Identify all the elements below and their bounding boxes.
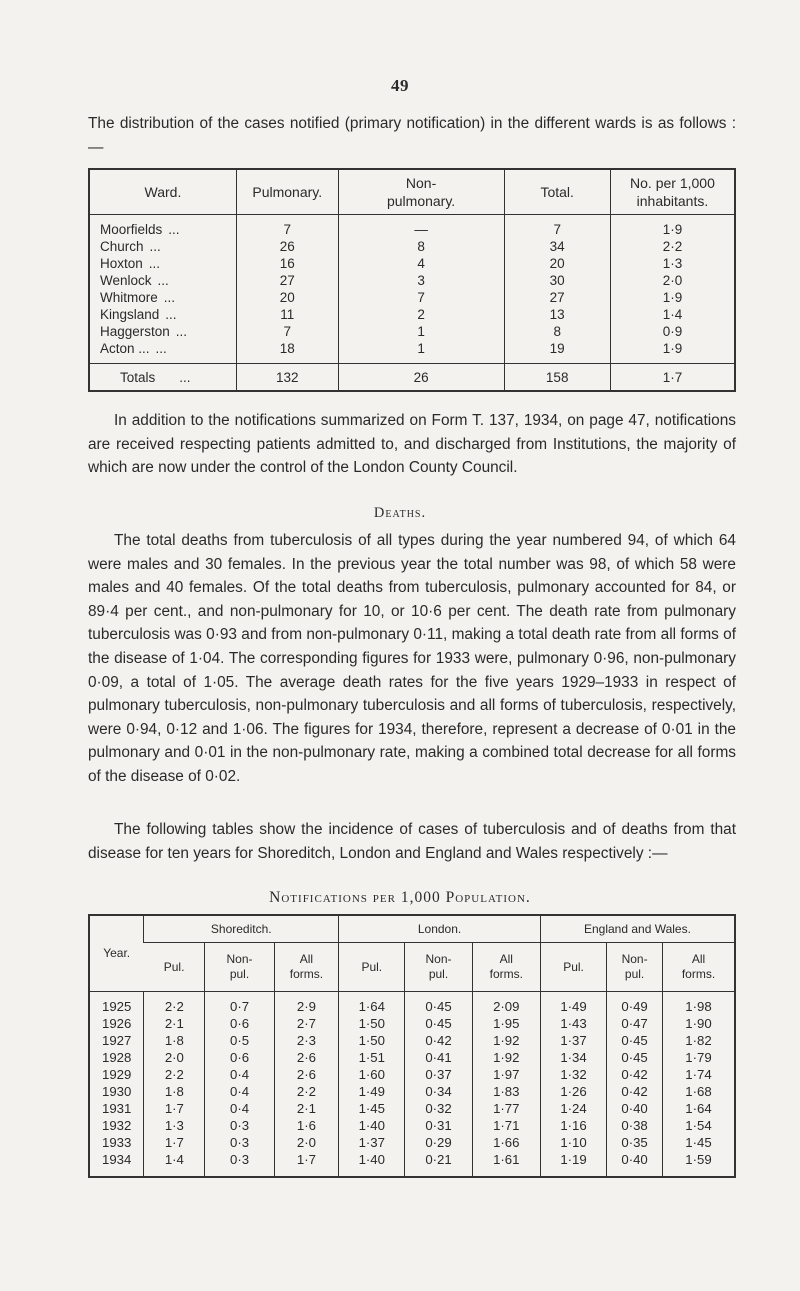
- value-cell: 0·5: [205, 1032, 274, 1049]
- value-cell: 2·09: [472, 992, 540, 1016]
- ward-name: [89, 238, 236, 255]
- totals-non-pulmonary: 26: [338, 364, 504, 392]
- pulmonary-cell: 16: [236, 255, 338, 272]
- value-cell: 0·31: [405, 1117, 472, 1134]
- rate-cell: 1·9: [610, 289, 735, 306]
- totals-pulmonary: 132: [236, 364, 338, 392]
- sub-header-pul: Pul.: [540, 943, 606, 992]
- value-cell: 1·50: [339, 1015, 405, 1032]
- value-cell: 1·37: [339, 1134, 405, 1151]
- value-cell: 1·68: [663, 1083, 736, 1100]
- value-cell: 2·2: [274, 1083, 339, 1100]
- group-shoreditch: Shoreditch.: [144, 915, 339, 943]
- rate-cell: 2·2: [610, 238, 735, 255]
- header-total: Total.: [504, 169, 610, 215]
- sub-header-non-pul: Non-pul.: [405, 943, 472, 992]
- header-year: Year.: [89, 915, 144, 992]
- pulmonary-cell: 27: [236, 272, 338, 289]
- value-cell: 0·7: [205, 992, 274, 1016]
- year-cell: 1926: [101, 1016, 132, 1031]
- value-cell: 1·82: [663, 1032, 736, 1049]
- year-cell: 1925: [101, 999, 132, 1014]
- year-cell: 1934: [101, 1152, 132, 1167]
- totals-total: 158: [504, 364, 610, 392]
- value-cell: 1·49: [540, 992, 606, 1016]
- pulmonary-cell: 18: [236, 340, 338, 357]
- ward-label: Acton ...: [100, 341, 150, 356]
- value-cell: 0·21: [405, 1151, 472, 1177]
- value-cell: 2·3: [274, 1032, 339, 1049]
- ward-dots: ...: [165, 307, 177, 322]
- non-pulmonary-cell: 7: [338, 289, 504, 306]
- header-rate: No. per 1,000 inhabitants.: [610, 169, 735, 215]
- value-cell: 0·6: [205, 1015, 274, 1032]
- value-cell: 0·32: [405, 1100, 472, 1117]
- value-cell: 1·77: [472, 1100, 540, 1117]
- value-cell: 1·50: [339, 1032, 405, 1049]
- ward-label: Wenlock: [100, 273, 152, 288]
- group-england-wales: England and Wales.: [540, 915, 735, 943]
- non-pulmonary-cell: 8: [338, 238, 504, 255]
- non-pulmonary-cell: 3: [338, 272, 504, 289]
- value-cell: 0·45: [607, 1032, 663, 1049]
- value-cell: 0·3: [205, 1151, 274, 1177]
- value-cell: 1·59: [663, 1151, 736, 1177]
- value-cell: 2·1: [274, 1100, 339, 1117]
- value-cell: 0·29: [405, 1134, 472, 1151]
- value-cell: 1·7: [274, 1151, 339, 1177]
- value-cell: 1·83: [472, 1083, 540, 1100]
- notifications-row: [89, 1066, 735, 1083]
- value-cell: 1·95: [472, 1015, 540, 1032]
- ward-name: [89, 215, 236, 239]
- value-cell: 1·3: [144, 1117, 205, 1134]
- ward-row: [89, 255, 735, 272]
- ward-label: Hoxton: [100, 256, 143, 271]
- year-cell: 1931: [101, 1101, 132, 1116]
- total-cell: 34: [504, 238, 610, 255]
- year-cell: 1930: [101, 1084, 132, 1099]
- ward-dots: ...: [175, 324, 188, 339]
- value-cell: 1·34: [540, 1049, 606, 1066]
- ward-row: [89, 340, 735, 357]
- ward-name: [89, 306, 236, 323]
- ward-label: Moorfields: [100, 222, 163, 237]
- ward-name: [89, 340, 236, 357]
- total-cell: 30: [504, 272, 610, 289]
- sub-header-all-forms: All forms.: [472, 943, 540, 992]
- ward-table: [88, 168, 736, 392]
- ward-name: [89, 255, 236, 272]
- non-pulmonary-cell: —: [338, 215, 504, 239]
- year-cell: 1933: [101, 1135, 132, 1150]
- value-cell: 0·47: [607, 1015, 663, 1032]
- ward-row: [89, 306, 735, 323]
- value-cell: 2·1: [144, 1015, 205, 1032]
- addition-paragraph: In addition to the notifications summarized on Form T. 137, 1934, on page 47, notifications are received respecting patients admitted to, and discharged from Institutions, the majority of which are now under the control of the London County Council.: [88, 412, 736, 477]
- rate-cell: 2·0: [610, 272, 735, 289]
- total-cell: 19: [504, 340, 610, 357]
- following-paragraph: The following tables show the incidence of cases of tuberculosis and of deaths from that disease for ten years for Shoreditch, London and England and Wales respectively :—: [88, 821, 736, 862]
- notifications-row: [89, 1151, 735, 1177]
- totals-label: Totals: [120, 369, 156, 385]
- notifications-row: [89, 1100, 735, 1117]
- total-cell: 7: [504, 215, 610, 239]
- value-cell: 1·61: [472, 1151, 540, 1177]
- year-cell: 1928: [101, 1050, 132, 1065]
- value-cell: 1·92: [472, 1049, 540, 1066]
- value-cell: 2·9: [274, 992, 339, 1016]
- value-cell: 0·42: [607, 1066, 663, 1083]
- total-cell: 20: [504, 255, 610, 272]
- value-cell: 0·40: [607, 1100, 663, 1117]
- sub-header-pul: Pul.: [339, 943, 405, 992]
- value-cell: 0·3: [205, 1134, 274, 1151]
- sub-header-all-forms: All forms.: [274, 943, 339, 992]
- value-cell: 2·0: [144, 1049, 205, 1066]
- value-cell: 2·2: [144, 1066, 205, 1083]
- ward-row: [89, 323, 735, 340]
- value-cell: 0·42: [607, 1083, 663, 1100]
- total-cell: 13: [504, 306, 610, 323]
- ward-dots: ...: [149, 239, 161, 254]
- value-cell: 1·97: [472, 1066, 540, 1083]
- value-cell: 0·35: [607, 1134, 663, 1151]
- notifications-row: [89, 1015, 735, 1032]
- value-cell: 1·51: [339, 1049, 405, 1066]
- ward-row: [89, 238, 735, 255]
- value-cell: 1·45: [663, 1134, 736, 1151]
- rate-cell: 1·9: [610, 215, 735, 239]
- notifications-row: [89, 1117, 735, 1134]
- value-cell: 1·54: [663, 1117, 736, 1134]
- value-cell: 0·45: [405, 992, 472, 1016]
- non-pulmonary-cell: 1: [338, 340, 504, 357]
- ward-table-header: [89, 169, 735, 215]
- header-pulmonary: Pulmonary.: [236, 169, 338, 215]
- ward-dots: ...: [157, 273, 169, 288]
- sub-header-non-pul: Non-pul.: [205, 943, 274, 992]
- value-cell: 0·4: [205, 1100, 274, 1117]
- value-cell: 0·3: [205, 1117, 274, 1134]
- value-cell: 0·4: [205, 1083, 274, 1100]
- ward-dots: ...: [163, 290, 176, 305]
- rate-cell: 1·9: [610, 340, 735, 357]
- pulmonary-cell: 26: [236, 238, 338, 255]
- year-cell: 1932: [101, 1118, 132, 1133]
- value-cell: 1·4: [144, 1151, 205, 1177]
- total-cell: 27: [504, 289, 610, 306]
- value-cell: 0·49: [607, 992, 663, 1016]
- value-cell: 1·6: [274, 1117, 339, 1134]
- value-cell: 1·26: [540, 1083, 606, 1100]
- ward-row: [89, 289, 735, 306]
- value-cell: 1·7: [144, 1100, 205, 1117]
- ward-label: Kingsland: [100, 307, 160, 322]
- notifications-sub-header: [89, 943, 735, 992]
- ward-dots: ...: [148, 256, 161, 271]
- value-cell: 1·79: [663, 1049, 736, 1066]
- notifications-row: [89, 1049, 735, 1066]
- value-cell: 1·90: [663, 1015, 736, 1032]
- ward-label: Church: [100, 239, 144, 254]
- value-cell: 1·10: [540, 1134, 606, 1151]
- value-cell: 0·42: [405, 1032, 472, 1049]
- value-cell: 0·34: [405, 1083, 472, 1100]
- year-cell: 1927: [101, 1033, 132, 1048]
- value-cell: 2·7: [274, 1015, 339, 1032]
- rate-cell: 1·3: [610, 255, 735, 272]
- value-cell: 1·8: [144, 1032, 205, 1049]
- non-pulmonary-cell: 2: [338, 306, 504, 323]
- totals-rate: 1·7: [610, 364, 735, 392]
- value-cell: 0·45: [405, 1015, 472, 1032]
- ward-name: [89, 272, 236, 289]
- deaths-paragraph: The total deaths from tuberculosis of all types during the year numbered 94, of which 64 were males and 30 females. In the previous year the total number was 98, of which 58 were males and 40 females. Of the total deaths from tuberculosis, pulmonary accounted for 84, or 89·4 per cent., and non-pulmonary for 10, or 10·6 per cent. The death rate from pulmonary tuberculosis was 0·93 and from non-pulmonary 0·11, making a total death rate from all forms of the disease of 1·04. The corresponding figures for 1933 were, pulmonary 0·96, non-pulmonary 0·09, a total of 1·05. The average death rates for the five years 1929–1933 in respect of pulmonary tuberculosis, non-pulmonary tuberculosis and all forms of tuberculosis, respectively, were 0·94, 0·12 and 1·06. The figures for 1934, therefore, represent a decrease of 0·01 in the pulmonary and 0·01 in the non-pulmonary rate, making a combined total decrease for all forms of the disease of 0·02.: [88, 532, 736, 785]
- notifications-heading: Notifications per 1,000 Population.: [269, 889, 531, 906]
- value-cell: 1·74: [663, 1066, 736, 1083]
- ward-dots: ...: [168, 222, 180, 237]
- non-pulmonary-cell: 1: [338, 323, 504, 340]
- value-cell: 0·40: [607, 1151, 663, 1177]
- value-cell: 1·16: [540, 1117, 606, 1134]
- value-cell: 0·4: [205, 1066, 274, 1083]
- value-cell: 1·98: [663, 992, 736, 1016]
- value-cell: 1·64: [339, 992, 405, 1016]
- ward-totals-row: [89, 364, 735, 392]
- notifications-table: [88, 914, 736, 1178]
- value-cell: 1·66: [472, 1134, 540, 1151]
- page-number: 49: [391, 76, 409, 95]
- value-cell: 1·60: [339, 1066, 405, 1083]
- value-cell: 1·32: [540, 1066, 606, 1083]
- value-cell: 2·0: [274, 1134, 339, 1151]
- sub-header-all-forms: All forms.: [663, 943, 736, 992]
- ward-row: [89, 215, 735, 239]
- value-cell: 0·41: [405, 1049, 472, 1066]
- value-cell: 1·92: [472, 1032, 540, 1049]
- value-cell: 2·6: [274, 1066, 339, 1083]
- ward-name: [89, 289, 236, 306]
- value-cell: 1·19: [540, 1151, 606, 1177]
- ward-row: [89, 272, 735, 289]
- value-cell: 1·71: [472, 1117, 540, 1134]
- value-cell: 0·45: [607, 1049, 663, 1066]
- value-cell: 0·37: [405, 1066, 472, 1083]
- non-pulmonary-cell: 4: [338, 255, 504, 272]
- sub-header-non-pul: Non-pul.: [607, 943, 663, 992]
- notifications-group-header: [89, 915, 735, 943]
- rate-cell: 1·4: [610, 306, 735, 323]
- value-cell: 1·24: [540, 1100, 606, 1117]
- notifications-row: [89, 1083, 735, 1100]
- ward-dots: ...: [155, 341, 167, 356]
- pulmonary-cell: 7: [236, 215, 338, 239]
- totals-dots: ...: [179, 369, 191, 385]
- rate-cell: 0·9: [610, 323, 735, 340]
- value-cell: 1·45: [339, 1100, 405, 1117]
- value-cell: 1·8: [144, 1083, 205, 1100]
- pulmonary-cell: 11: [236, 306, 338, 323]
- notifications-row: [89, 992, 735, 1016]
- header-ward: Ward.: [89, 169, 236, 215]
- value-cell: 2·2: [144, 992, 205, 1016]
- pulmonary-cell: 20: [236, 289, 338, 306]
- notifications-row: [89, 1134, 735, 1151]
- value-cell: 1·37: [540, 1032, 606, 1049]
- value-cell: 0·38: [607, 1117, 663, 1134]
- header-non-pulmonary: Non-pulmonary.: [338, 169, 504, 215]
- year-cell: 1929: [101, 1067, 132, 1082]
- value-cell: 1·40: [339, 1151, 405, 1177]
- pulmonary-cell: 7: [236, 323, 338, 340]
- value-cell: 1·43: [540, 1015, 606, 1032]
- sub-header-pul: Pul.: [144, 943, 205, 992]
- deaths-heading: Deaths.: [373, 505, 427, 521]
- value-cell: 2·6: [274, 1049, 339, 1066]
- ward-label: Whitmore: [100, 290, 158, 305]
- value-cell: 1·49: [339, 1083, 405, 1100]
- group-london: London.: [339, 915, 541, 943]
- value-cell: 1·7: [144, 1134, 205, 1151]
- totals-label-cell: [89, 364, 236, 392]
- value-cell: 0·6: [205, 1049, 274, 1066]
- notifications-row: [89, 1032, 735, 1049]
- ward-name: [89, 323, 236, 340]
- ward-label: Haggerston: [100, 324, 170, 339]
- value-cell: 1·64: [663, 1100, 736, 1117]
- value-cell: 1·40: [339, 1117, 405, 1134]
- intro-paragraph: The distribution of the cases notified (primary notification) in the different wards is as follows :—: [88, 115, 736, 156]
- total-cell: 8: [504, 323, 610, 340]
